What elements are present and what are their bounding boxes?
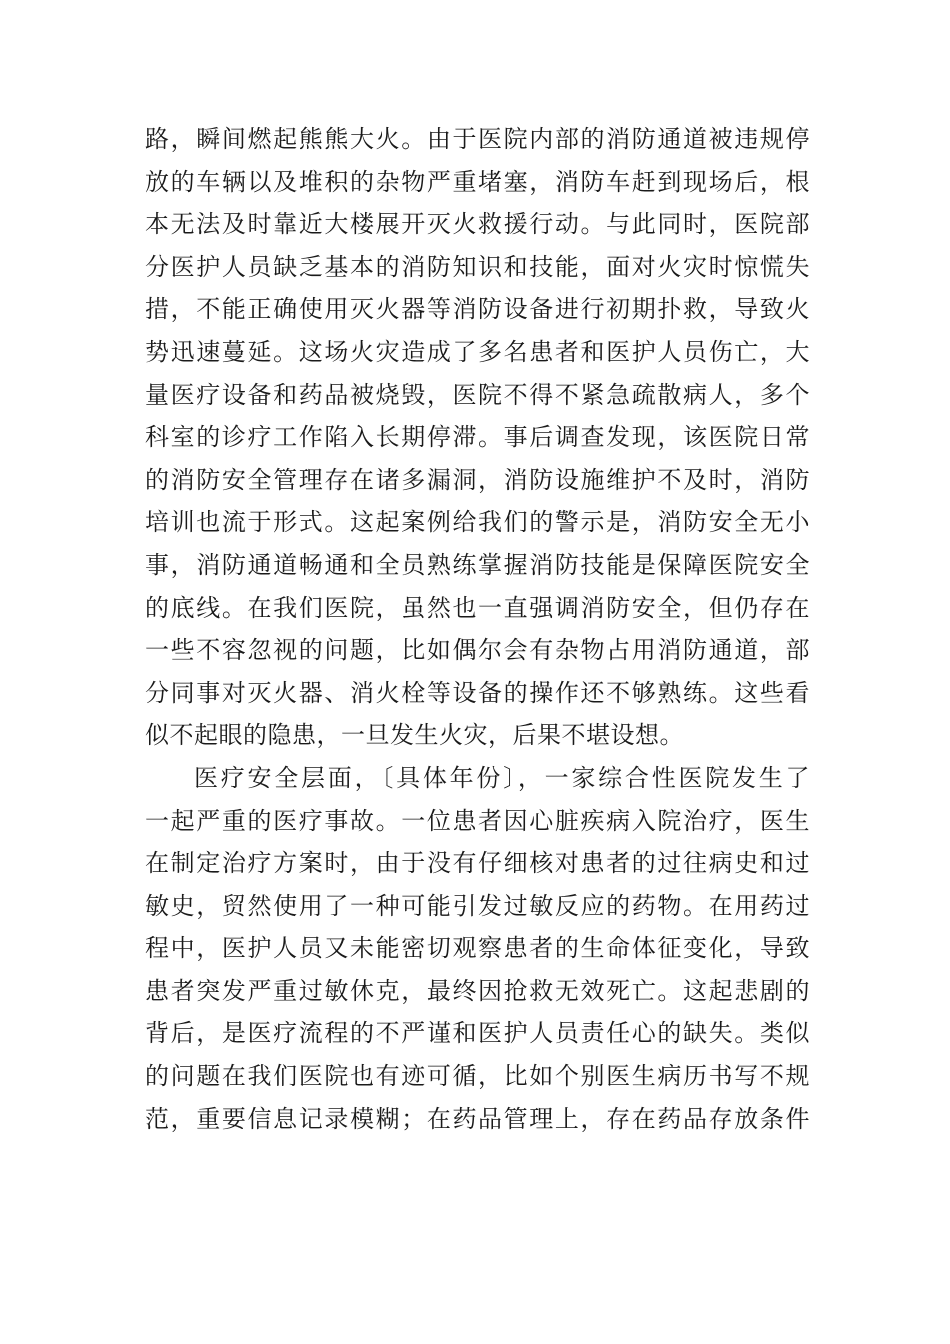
text-line: 的底线。在我们医院，虽然也一直强调消防安全，但仍存在: [145, 593, 810, 622]
text-line: 势迅速蔓延。这场火灾造成了多名患者和医护人员伤亡，大: [145, 337, 810, 366]
text-line: 本无法及时靠近大楼展开灭火救援行动。与此同时，医院部: [145, 210, 810, 239]
text-line: 一起严重的医疗事故。一位患者因心脏疾病入院治疗，医生: [145, 806, 810, 835]
text-line: 事，消防通道畅通和全员熟练掌握消防技能是保障医院安全: [145, 550, 810, 579]
text-line: 患者突发严重过敏休克，最终因抢救无效死亡。这起悲剧的: [145, 976, 810, 1005]
body-text: [145, 118, 810, 1140]
text-line: 量医疗设备和药品被烧毁，医院不得不紧急疏散病人，多个: [145, 380, 810, 409]
text-line: 在制定治疗方案时，由于没有仔细核对患者的过往病史和过: [145, 849, 810, 878]
text-line: 范，重要信息记录模糊；在药品管理上，存在药品存放条件: [145, 1104, 810, 1133]
text-line: 的消防安全管理存在诸多漏洞，消防设施维护不及时，消防: [145, 465, 810, 494]
text-line: 科室的诊疗工作陷入长期停滞。事后调查发现，该医院日常: [145, 423, 810, 452]
text-line: 路，瞬间燃起熊熊大火。由于医院内部的消防通道被违规停: [145, 125, 810, 153]
text-line: 敏史，贸然使用了一种可能引发过敏反应的药物。在用药过: [145, 891, 810, 920]
text-line: 背后，是医疗流程的不严谨和医护人员责任心的缺失。类似: [145, 1019, 810, 1048]
paragraph-end-line: 似不起眼的隐患，一旦发生火灾，后果不堪设想。: [145, 721, 684, 750]
paragraph-start-line: 医疗安全层面，〔具体年份〕，一家综合性医院发生了: [194, 763, 810, 792]
text-line: 的问题在我们医院也有迹可循，比如个别医生病历书写不规: [145, 1062, 810, 1091]
text-line: 措，不能正确使用灭火器等消防设备进行初期扑救，导致火: [145, 295, 810, 324]
text-line: 分医护人员缺乏基本的消防知识和技能，面对火灾时惊慌失: [145, 252, 810, 281]
text-line: 一些不容忽视的问题，比如偶尔会有杂物占用消防通道，部: [145, 636, 810, 665]
text-line: 分同事对灭火器、消火栓等设备的操作还不够熟练。这些看: [145, 678, 810, 707]
text-line: 放的车辆以及堆积的杂物严重堵塞，消防车赶到现场后，根: [145, 167, 810, 196]
text-line: 培训也流于形式。这起案例给我们的警示是，消防安全无小: [145, 508, 810, 537]
text-line: 程中，医护人员又未能密切观察患者的生命体征变化，导致: [145, 934, 810, 963]
